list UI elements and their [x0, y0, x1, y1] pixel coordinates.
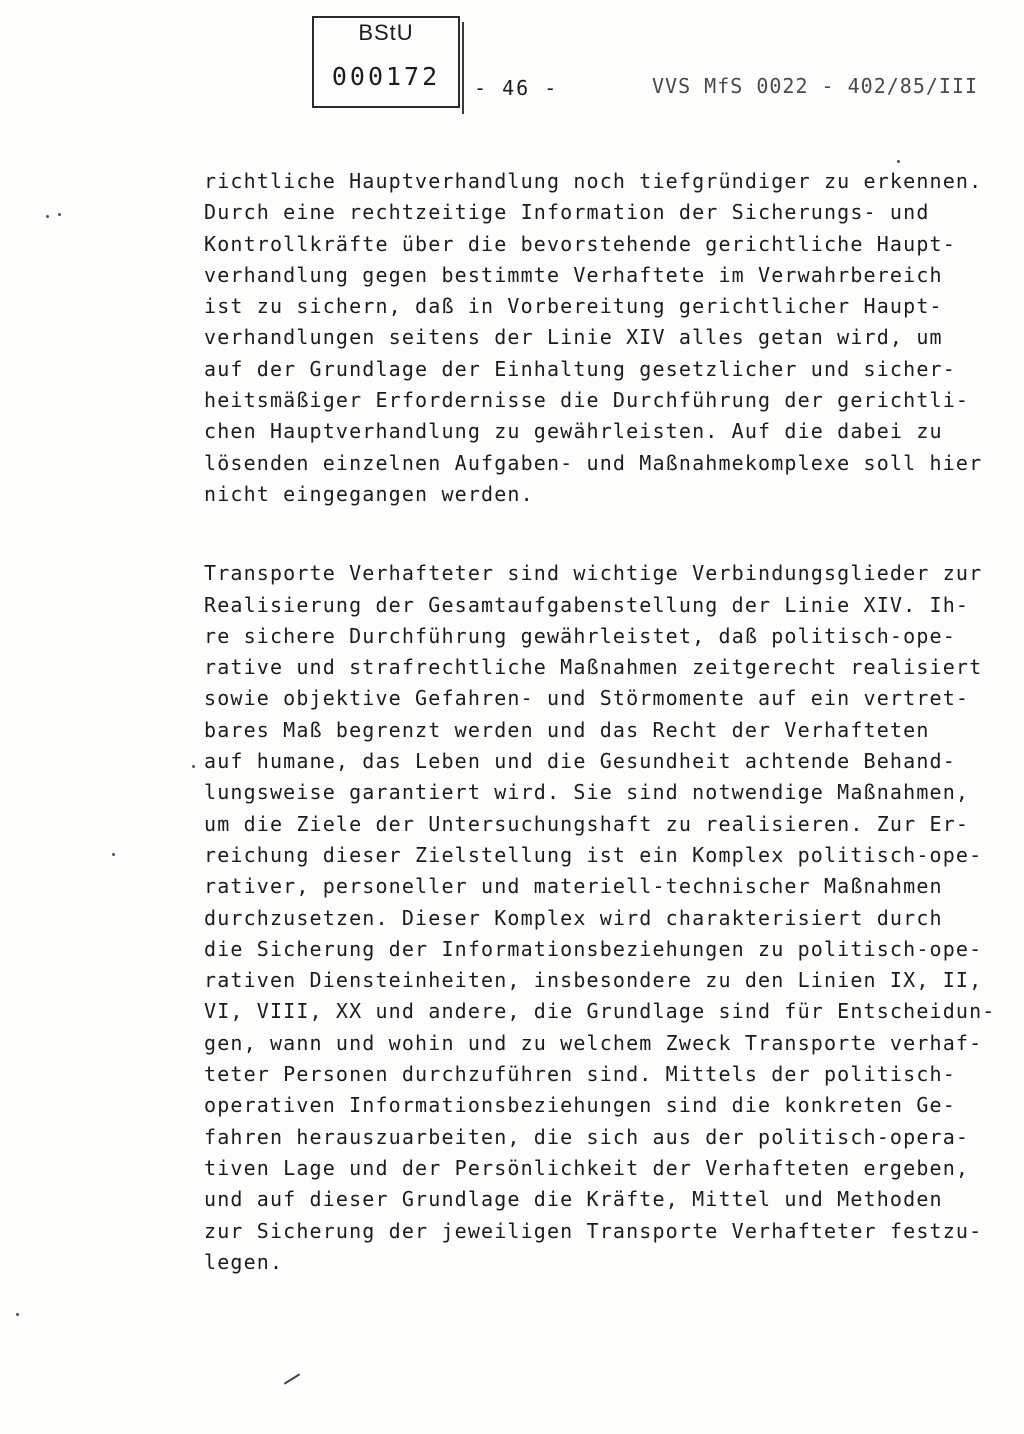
- scan-speck: [16, 1313, 19, 1316]
- text-line: richtliche Hauptverhandlung noch tiefgründiger zu erkennen.: [204, 169, 983, 193]
- text-line: um die Ziele der Untersuchungshaft zu realisieren. Zur Er-: [204, 811, 970, 836]
- text-line: Durch eine rechtzeitige Information der Sicherungs- und: [204, 200, 930, 225]
- paragraph-2: [204, 558, 996, 1278]
- text-line: auf der Grundlage der Einhaltung gesetzlicher und sicher-: [204, 356, 956, 381]
- text-line: fahren herauszuarbeiten, die sich aus der politisch-opera-: [204, 1124, 970, 1149]
- text-line: rative und strafrechtliche Maßnahmen zeitgerecht realisiert: [204, 655, 983, 680]
- text-line: lösenden einzelnen Aufgaben- und Maßnahmekomplexe soll hier: [204, 450, 983, 475]
- text-line: Realisierung der Gesamtaufgabenstellung der Linie XIV. Ih-: [204, 592, 970, 617]
- text-line: heitsmäßiger Erfordernisse die Durchführung der gerichtli-: [204, 388, 970, 413]
- text-line: zur Sicherung der jeweiligen Transporte Verhafteter festzu-: [204, 1218, 983, 1243]
- text-line: rativer, personeller und materiell-technischer Maßnahmen: [204, 874, 943, 899]
- text-line: auf humane, das Leben und die Gesundheit achtende Behand-: [204, 749, 956, 774]
- text-line: re sichere Durchführung gewährleistet, daß politisch-ope-: [204, 623, 956, 648]
- paragraph-1: [204, 166, 983, 510]
- text-line: durchzusetzen. Dieser Komplex wird charakterisiert durch: [204, 905, 943, 930]
- text-line: die Sicherung der Informationsbeziehungen zu politisch-ope-: [204, 936, 983, 961]
- text-line: Transporte Verhafteter sind wichtige Verbindungsglieder zur: [204, 561, 983, 586]
- text-line: verhandlung gegen bestimmte Verhaftete im Verwahrbereich: [204, 262, 943, 287]
- text-line: VI, VIII, XX und andere, die Grundlage sind für Entscheidun-: [204, 999, 996, 1024]
- stamp-number: 000172: [331, 62, 441, 91]
- text-line: bares Maß begrenzt werden und das Recht der Verhafteten: [204, 717, 930, 742]
- text-line: lungsweise garantiert wird. Sie sind notwendige Maßnahmen,: [204, 780, 970, 805]
- text-line: legen.: [204, 1249, 284, 1274]
- scan-scratch: [284, 1373, 300, 1384]
- text-line: und auf dieser Grundlage die Kräfte, Mittel und Methoden: [204, 1187, 943, 1212]
- text-line: teter Personen durchzuführen sind. Mittels der politisch-: [204, 1062, 956, 1087]
- scan-speck: [112, 853, 115, 856]
- archive-stamp: [312, 16, 460, 108]
- scan-speck: [192, 765, 195, 768]
- paragraph-spacer: [204, 510, 964, 558]
- stamp-archive-label: BStU: [358, 20, 414, 45]
- text-line: chen Hauptverhandlung zu gewährleisten. Auf die dabei zu: [204, 419, 943, 444]
- text-line: tiven Lage und der Persönlichkeit der Verhafteten ergeben,: [204, 1155, 970, 1180]
- text-line: sowie objektive Gefahren- und Störmomente auf ein vertret-: [204, 686, 970, 711]
- text-line: rativen Diensteinheiten, insbesondere zu den Linien IX, II,: [204, 968, 983, 993]
- document-reference: VVS MfS 0022 - 402/85/III: [652, 74, 979, 98]
- text-line: Kontrollkräfte über die bevorstehende gerichtliche Haupt-: [204, 231, 956, 256]
- text-line: ist zu sichern, daß in Vorbereitung gerichtlicher Haupt-: [204, 294, 943, 319]
- scan-speck: [46, 215, 49, 218]
- scan-speck: [58, 213, 61, 216]
- body-text: [204, 166, 996, 1278]
- page-number: - 46 -: [474, 76, 559, 100]
- text-line: gen, wann und wohin und zu welchem Zweck Transporte verhaf-: [204, 1030, 983, 1055]
- scan-speck: [897, 160, 900, 163]
- text-line: operativen Informationsbeziehungen sind die konkreten Ge-: [204, 1093, 956, 1118]
- text-line: verhandlungen seitens der Linie XIV alles getan wird, um: [204, 325, 943, 350]
- text-line: reichung dieser Zielstellung ist ein Komplex politisch-ope-: [204, 842, 983, 867]
- text-line: nicht eingegangen werden.: [204, 481, 534, 506]
